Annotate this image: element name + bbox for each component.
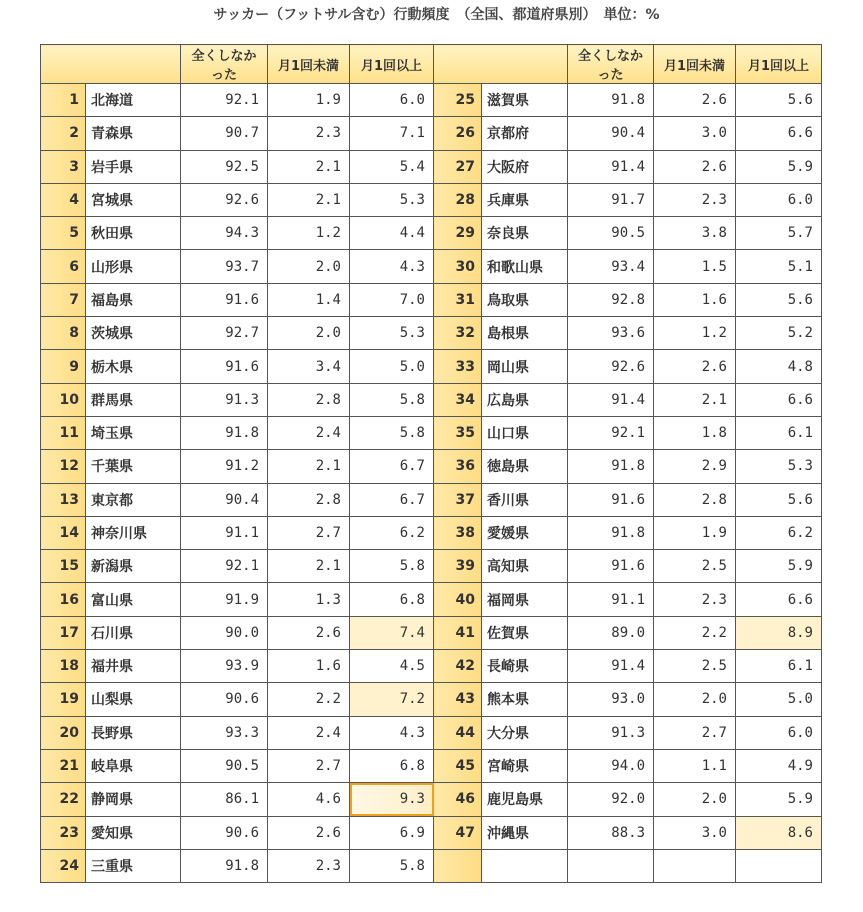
prefecture-cell: 福岡県	[482, 583, 568, 616]
table-row	[41, 283, 822, 316]
empty-cell	[434, 849, 482, 882]
table-row	[41, 84, 822, 117]
rank-cell: 22	[41, 783, 86, 816]
header-none: 全くしなかった	[568, 45, 654, 84]
monthly-plus-cell: 5.0	[350, 350, 434, 383]
prefecture-cell: 沖縄県	[482, 816, 568, 849]
rank-cell: 29	[434, 217, 482, 250]
less-monthly-cell: 2.3	[268, 117, 350, 150]
rank-cell: 33	[434, 350, 482, 383]
less-monthly-cell: 1.2	[268, 217, 350, 250]
rank-cell: 5	[41, 217, 86, 250]
prefecture-cell: 宮城県	[86, 183, 181, 216]
rank-cell: 36	[434, 450, 482, 483]
less-monthly-cell: 2.8	[268, 483, 350, 516]
rank-cell: 37	[434, 483, 482, 516]
monthly-plus-cell: 8.9	[736, 616, 822, 649]
table-row	[41, 450, 822, 483]
none-cell: 94.0	[568, 749, 654, 782]
monthly-plus-cell: 5.6	[736, 84, 822, 117]
rank-cell: 45	[434, 749, 482, 782]
prefecture-cell: 茨城県	[86, 317, 181, 350]
none-cell: 91.2	[181, 450, 268, 483]
monthly-plus-cell: 8.6	[736, 816, 822, 849]
rank-cell: 21	[41, 749, 86, 782]
prefecture-cell: 徳島県	[482, 450, 568, 483]
none-cell: 90.6	[181, 683, 268, 716]
monthly-plus-cell: 6.9	[350, 816, 434, 849]
none-cell: 90.4	[568, 117, 654, 150]
monthly-plus-cell: 5.6	[736, 483, 822, 516]
none-cell: 91.3	[181, 383, 268, 416]
monthly-plus-cell: 6.6	[736, 117, 822, 150]
less-monthly-cell: 1.9	[268, 84, 350, 117]
none-cell: 90.5	[568, 217, 654, 250]
rank-cell: 40	[434, 583, 482, 616]
prefecture-cell: 佐賀県	[482, 616, 568, 649]
rank-cell: 47	[434, 816, 482, 849]
none-cell: 90.5	[181, 749, 268, 782]
monthly-plus-cell: 6.0	[736, 716, 822, 749]
prefecture-cell: 千葉県	[86, 450, 181, 483]
prefecture-cell: 大分県	[482, 716, 568, 749]
none-cell: 94.3	[181, 217, 268, 250]
none-cell: 91.1	[181, 516, 268, 549]
less-monthly-cell: 2.6	[268, 816, 350, 849]
prefecture-cell: 神奈川県	[86, 516, 181, 549]
less-monthly-cell: 2.0	[268, 250, 350, 283]
none-cell: 90.6	[181, 816, 268, 849]
header-blank	[434, 45, 568, 84]
less-monthly-cell: 2.7	[654, 716, 736, 749]
less-monthly-cell: 2.2	[654, 616, 736, 649]
monthly-plus-cell: 5.0	[736, 683, 822, 716]
less-monthly-cell: 2.2	[268, 683, 350, 716]
less-monthly-cell: 2.0	[654, 783, 736, 816]
rank-cell: 44	[434, 716, 482, 749]
none-cell: 90.4	[181, 483, 268, 516]
monthly-plus-cell: 5.7	[736, 217, 822, 250]
table-row	[41, 317, 822, 350]
rank-cell: 14	[41, 516, 86, 549]
rank-cell: 30	[434, 250, 482, 283]
rank-cell: 23	[41, 816, 86, 849]
prefecture-cell: 鳥取県	[482, 283, 568, 316]
none-cell: 91.8	[568, 84, 654, 117]
less-monthly-cell: 2.1	[268, 450, 350, 483]
prefecture-cell: 広島県	[482, 383, 568, 416]
prefecture-cell: 愛知県	[86, 816, 181, 849]
less-monthly-cell: 1.9	[654, 516, 736, 549]
empty-cell	[654, 849, 736, 882]
less-monthly-cell: 2.0	[654, 683, 736, 716]
prefecture-cell: 福島県	[86, 283, 181, 316]
table-row	[41, 117, 822, 150]
monthly-plus-cell: 4.5	[350, 650, 434, 683]
none-cell: 93.0	[568, 683, 654, 716]
less-monthly-cell: 3.8	[654, 217, 736, 250]
less-monthly-cell: 2.9	[654, 450, 736, 483]
less-monthly-cell: 1.2	[654, 317, 736, 350]
monthly-plus-cell: 5.4	[350, 150, 434, 183]
monthly-plus-cell: 9.3	[350, 783, 434, 816]
none-cell: 91.4	[568, 650, 654, 683]
prefecture-cell: 香川県	[482, 483, 568, 516]
header-row	[41, 45, 822, 84]
prefecture-cell: 長野県	[86, 716, 181, 749]
less-monthly-cell: 1.6	[654, 283, 736, 316]
less-monthly-cell: 1.8	[654, 416, 736, 449]
monthly-plus-cell: 6.6	[736, 583, 822, 616]
rank-cell: 28	[434, 183, 482, 216]
prefecture-cell: 山梨県	[86, 683, 181, 716]
rank-cell: 16	[41, 583, 86, 616]
rank-cell: 18	[41, 650, 86, 683]
monthly-plus-cell: 5.8	[350, 383, 434, 416]
prefecture-cell: 鹿児島県	[482, 783, 568, 816]
prefecture-cell: 滋賀県	[482, 84, 568, 117]
less-monthly-cell: 2.7	[268, 749, 350, 782]
less-monthly-cell: 2.5	[654, 550, 736, 583]
less-monthly-cell: 2.7	[268, 516, 350, 549]
monthly-plus-cell: 5.3	[350, 183, 434, 216]
monthly-plus-cell: 6.2	[736, 516, 822, 549]
none-cell: 92.7	[181, 317, 268, 350]
none-cell: 92.8	[568, 283, 654, 316]
less-monthly-cell: 3.0	[654, 816, 736, 849]
monthly-plus-cell: 6.0	[736, 183, 822, 216]
none-cell: 92.6	[181, 183, 268, 216]
less-monthly-cell: 2.3	[268, 849, 350, 882]
prefecture-cell: 高知県	[482, 550, 568, 583]
none-cell: 93.9	[181, 650, 268, 683]
none-cell: 91.6	[568, 550, 654, 583]
less-monthly-cell: 1.1	[654, 749, 736, 782]
prefecture-cell: 新潟県	[86, 550, 181, 583]
none-cell: 90.0	[181, 616, 268, 649]
none-cell: 91.8	[181, 416, 268, 449]
rank-cell: 43	[434, 683, 482, 716]
table-row	[41, 516, 822, 549]
prefecture-cell: 島根県	[482, 317, 568, 350]
monthly-plus-cell: 4.3	[350, 250, 434, 283]
rank-cell: 7	[41, 283, 86, 316]
prefecture-cell: 岡山県	[482, 350, 568, 383]
none-cell: 91.8	[568, 516, 654, 549]
empty-cell	[736, 849, 822, 882]
less-monthly-cell: 2.4	[268, 716, 350, 749]
table-row	[41, 350, 822, 383]
less-monthly-cell: 2.1	[268, 550, 350, 583]
header-none: 全くしなかった	[181, 45, 268, 84]
rank-cell: 1	[41, 84, 86, 117]
less-monthly-cell: 2.3	[654, 183, 736, 216]
empty-cell	[568, 849, 654, 882]
monthly-plus-cell: 4.8	[736, 350, 822, 383]
rank-cell: 32	[434, 317, 482, 350]
table-row	[41, 483, 822, 516]
header-less-monthly: 月1回未満	[268, 45, 350, 84]
monthly-plus-cell: 7.0	[350, 283, 434, 316]
none-cell: 91.4	[568, 150, 654, 183]
none-cell: 91.7	[568, 183, 654, 216]
less-monthly-cell: 1.4	[268, 283, 350, 316]
monthly-plus-cell: 4.9	[736, 749, 822, 782]
none-cell: 93.7	[181, 250, 268, 283]
less-monthly-cell: 1.6	[268, 650, 350, 683]
none-cell: 91.8	[181, 849, 268, 882]
none-cell: 93.3	[181, 716, 268, 749]
table-row	[41, 183, 822, 216]
less-monthly-cell: 2.1	[268, 183, 350, 216]
monthly-plus-cell: 7.1	[350, 117, 434, 150]
none-cell: 91.9	[181, 583, 268, 616]
monthly-plus-cell: 5.3	[350, 317, 434, 350]
rank-cell: 38	[434, 516, 482, 549]
rank-cell: 8	[41, 317, 86, 350]
none-cell: 93.4	[568, 250, 654, 283]
monthly-plus-cell: 6.2	[350, 516, 434, 549]
table-row	[41, 550, 822, 583]
prefecture-cell: 兵庫県	[482, 183, 568, 216]
rank-cell: 12	[41, 450, 86, 483]
table-row	[41, 716, 822, 749]
rank-cell: 6	[41, 250, 86, 283]
header-monthly-plus: 月1回以上	[736, 45, 822, 84]
monthly-plus-cell: 5.8	[350, 550, 434, 583]
table-row	[41, 217, 822, 250]
monthly-plus-cell: 5.8	[350, 416, 434, 449]
table-row	[41, 250, 822, 283]
rank-cell: 3	[41, 150, 86, 183]
monthly-plus-cell: 6.1	[736, 650, 822, 683]
prefecture-cell: 山形県	[86, 250, 181, 283]
prefecture-cell: 岐阜県	[86, 749, 181, 782]
monthly-plus-cell: 5.6	[736, 283, 822, 316]
prefecture-cell: 京都府	[482, 117, 568, 150]
rank-cell: 39	[434, 550, 482, 583]
prefecture-cell: 愛媛県	[482, 516, 568, 549]
monthly-plus-cell: 6.8	[350, 749, 434, 782]
prefecture-cell: 栃木県	[86, 350, 181, 383]
rank-cell: 42	[434, 650, 482, 683]
prefecture-cell: 石川県	[86, 616, 181, 649]
less-monthly-cell: 2.3	[654, 583, 736, 616]
rank-cell: 9	[41, 350, 86, 383]
prefecture-cell: 熊本県	[482, 683, 568, 716]
monthly-plus-cell: 4.3	[350, 716, 434, 749]
header-blank	[41, 45, 181, 84]
prefecture-cell: 東京都	[86, 483, 181, 516]
table-row	[41, 383, 822, 416]
monthly-plus-cell: 6.1	[736, 416, 822, 449]
less-monthly-cell: 2.6	[654, 150, 736, 183]
monthly-plus-cell: 7.2	[350, 683, 434, 716]
none-cell: 89.0	[568, 616, 654, 649]
table-row	[41, 150, 822, 183]
rank-cell: 27	[434, 150, 482, 183]
table-row	[41, 416, 822, 449]
rank-cell: 17	[41, 616, 86, 649]
monthly-plus-cell: 5.9	[736, 550, 822, 583]
table-row	[41, 816, 822, 849]
none-cell: 91.8	[568, 450, 654, 483]
rank-cell: 41	[434, 616, 482, 649]
none-cell: 90.7	[181, 117, 268, 150]
none-cell: 91.6	[568, 483, 654, 516]
less-monthly-cell: 2.5	[654, 650, 736, 683]
prefecture-cell: 群馬県	[86, 383, 181, 416]
empty-cell	[482, 849, 568, 882]
table-row	[41, 749, 822, 782]
prefecture-cell: 青森県	[86, 117, 181, 150]
prefecture-cell: 埼玉県	[86, 416, 181, 449]
none-cell: 92.1	[568, 416, 654, 449]
none-cell: 91.6	[181, 283, 268, 316]
less-monthly-cell: 3.0	[654, 117, 736, 150]
monthly-plus-cell: 6.7	[350, 483, 434, 516]
none-cell: 91.3	[568, 716, 654, 749]
less-monthly-cell: 2.6	[654, 84, 736, 117]
none-cell: 92.1	[181, 84, 268, 117]
none-cell: 93.6	[568, 317, 654, 350]
prefecture-cell: 山口県	[482, 416, 568, 449]
monthly-plus-cell: 6.8	[350, 583, 434, 616]
monthly-plus-cell: 5.2	[736, 317, 822, 350]
rank-cell: 20	[41, 716, 86, 749]
rank-cell: 25	[434, 84, 482, 117]
rank-cell: 19	[41, 683, 86, 716]
rank-cell: 34	[434, 383, 482, 416]
rank-cell: 26	[434, 117, 482, 150]
rank-cell: 10	[41, 383, 86, 416]
rank-cell: 24	[41, 849, 86, 882]
table-row	[41, 650, 822, 683]
none-cell: 91.4	[568, 383, 654, 416]
header-less-monthly: 月1回未満	[654, 45, 736, 84]
prefecture-cell: 秋田県	[86, 217, 181, 250]
none-cell: 92.1	[181, 550, 268, 583]
none-cell: 92.0	[568, 783, 654, 816]
prefecture-cell: 三重県	[86, 849, 181, 882]
none-cell: 92.6	[568, 350, 654, 383]
none-cell: 88.3	[568, 816, 654, 849]
table-row	[41, 849, 822, 882]
less-monthly-cell: 4.6	[268, 783, 350, 816]
none-cell: 86.1	[181, 783, 268, 816]
rank-cell: 4	[41, 183, 86, 216]
table-row	[41, 683, 822, 716]
monthly-plus-cell: 7.4	[350, 616, 434, 649]
less-monthly-cell: 2.6	[654, 350, 736, 383]
less-monthly-cell: 1.5	[654, 250, 736, 283]
monthly-plus-cell: 5.8	[350, 849, 434, 882]
less-monthly-cell: 3.4	[268, 350, 350, 383]
rank-cell: 46	[434, 783, 482, 816]
less-monthly-cell: 2.6	[268, 616, 350, 649]
monthly-plus-cell: 6.7	[350, 450, 434, 483]
prefecture-cell: 福井県	[86, 650, 181, 683]
rank-cell: 13	[41, 483, 86, 516]
header-monthly-plus: 月1回以上	[350, 45, 434, 84]
rank-cell: 35	[434, 416, 482, 449]
less-monthly-cell: 2.0	[268, 317, 350, 350]
rank-cell: 31	[434, 283, 482, 316]
rank-cell: 11	[41, 416, 86, 449]
monthly-plus-cell: 5.3	[736, 450, 822, 483]
none-cell: 92.5	[181, 150, 268, 183]
prefecture-cell: 和歌山県	[482, 250, 568, 283]
table-row	[41, 616, 822, 649]
less-monthly-cell: 2.4	[268, 416, 350, 449]
less-monthly-cell: 2.8	[654, 483, 736, 516]
less-monthly-cell: 2.8	[268, 383, 350, 416]
prefecture-cell: 長崎県	[482, 650, 568, 683]
prefecture-cell: 宮崎県	[482, 749, 568, 782]
prefecture-table	[40, 44, 822, 883]
less-monthly-cell: 2.1	[268, 150, 350, 183]
monthly-plus-cell: 4.4	[350, 217, 434, 250]
table-row	[41, 783, 822, 816]
rank-cell: 15	[41, 550, 86, 583]
rank-cell: 2	[41, 117, 86, 150]
monthly-plus-cell: 6.0	[350, 84, 434, 117]
prefecture-cell: 富山県	[86, 583, 181, 616]
none-cell: 91.1	[568, 583, 654, 616]
page-title: サッカー（フットサル含む）行動頻度 （全国、都道府県別） 単位：%	[213, 7, 660, 23]
table-row	[41, 583, 822, 616]
monthly-plus-cell: 5.9	[736, 150, 822, 183]
less-monthly-cell: 2.1	[654, 383, 736, 416]
prefecture-cell: 静岡県	[86, 783, 181, 816]
none-cell: 91.6	[181, 350, 268, 383]
prefecture-cell: 奈良県	[482, 217, 568, 250]
monthly-plus-cell: 5.1	[736, 250, 822, 283]
monthly-plus-cell: 5.9	[736, 783, 822, 816]
less-monthly-cell: 1.3	[268, 583, 350, 616]
prefecture-cell: 大阪府	[482, 150, 568, 183]
monthly-plus-cell: 6.6	[736, 383, 822, 416]
prefecture-cell: 北海道	[86, 84, 181, 117]
prefecture-cell: 岩手県	[86, 150, 181, 183]
